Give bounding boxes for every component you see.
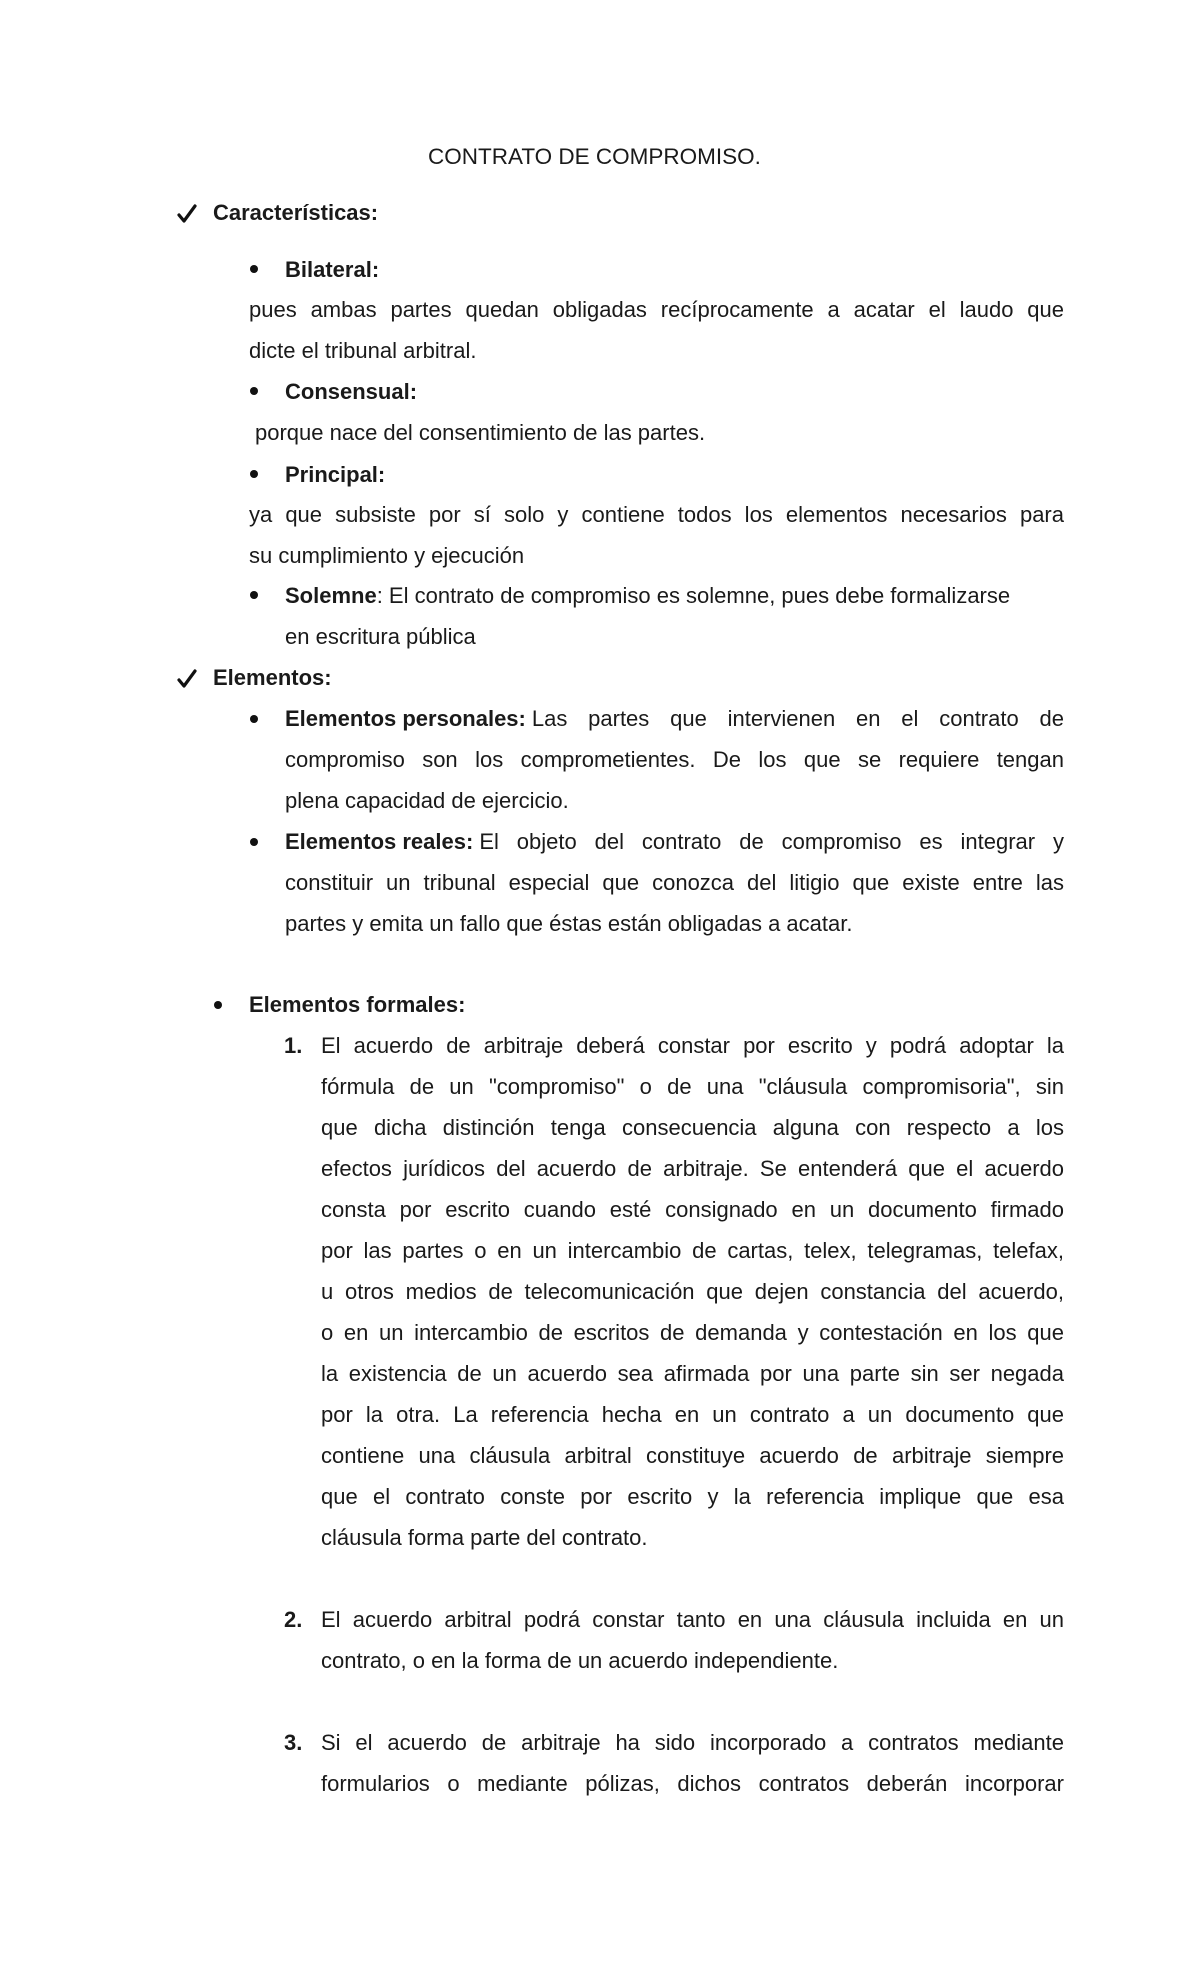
item-personales-line1 — [285, 704, 1064, 734]
paragraph-line: u otros medios de telecomunicación que dejen constancia del acuerdo, — [321, 1279, 1064, 1304]
paragraph-line: que el contrato conste por escrito y la referencia implique que esa — [321, 1484, 1064, 1509]
section-heading-caracteristicas: Características: — [213, 200, 379, 225]
bullet-icon — [250, 265, 258, 273]
paragraph-line: fórmula de un "compromiso" o de una "cláusula compromisoria", sin — [321, 1074, 1064, 1099]
document-title: CONTRATO DE COMPROMISO. — [428, 144, 761, 169]
paragraph-line: la existencia de un acuerdo sea afirmada por una parte sin ser negada — [321, 1361, 1064, 1386]
item-label-reales: Elementos reales: — [285, 829, 474, 854]
list-number: 3. — [284, 1730, 303, 1755]
item-text-reales: El objeto del contrato de compromiso es integrar y — [479, 829, 1064, 854]
paragraph-line: por la otra. La referencia hecha en un contrato a un documento que — [321, 1402, 1064, 1427]
checkmark-icon — [176, 198, 198, 228]
item-label-formales: Elementos formales: — [249, 992, 466, 1017]
section-heading-elementos: Elementos: — [213, 665, 332, 690]
paragraph-line: formularios o mediante pólizas, dichos contratos deberán incorporar — [321, 1771, 1064, 1796]
item-reales-line1 — [285, 827, 1064, 857]
item-label-consensual: Consensual: — [285, 379, 418, 404]
paragraph-line: efectos jurídicos del acuerdo de arbitraje. Se entenderá que el acuerdo — [321, 1156, 1064, 1181]
list-number: 2. — [284, 1607, 303, 1632]
bullet-icon — [250, 470, 258, 478]
item-text-personales: Las partes que intervienen en el contrato de — [531, 706, 1064, 731]
paragraph-line: plena capacidad de ejercicio. — [285, 788, 569, 813]
paragraph-line: pues ambas partes quedan obligadas recíprocamente a acatar el laudo que — [249, 297, 1064, 322]
paragraph-line: porque nace del consentimiento de las partes. — [255, 420, 706, 445]
paragraph-line: que dicha distinción tenga consecuencia alguna con respecto a los — [321, 1115, 1064, 1140]
paragraph-line: en escritura pública — [285, 624, 476, 649]
bullet-icon — [250, 387, 258, 395]
paragraph-line: constituir un tribunal especial que conozca del litigio que existe entre las — [285, 870, 1064, 895]
bullet-icon — [250, 838, 258, 846]
paragraph-line: consta por escrito cuando esté consignado en un documento firmado — [321, 1197, 1064, 1222]
item-solemne-line1 — [285, 581, 1064, 611]
item-label-personales: Elementos personales: — [285, 706, 526, 731]
paragraph-line: su cumplimiento y ejecución — [249, 543, 525, 568]
bullet-icon — [250, 591, 258, 599]
paragraph-line: ya que subsiste por sí solo y contiene todos los elementos necesarios para — [249, 502, 1064, 527]
paragraph-line: dicte el tribunal arbitral. — [249, 338, 477, 363]
paragraph-line: por las partes o en un intercambio de cartas, telex, telegramas, telefax, — [321, 1238, 1064, 1263]
paragraph-line: El acuerdo de arbitraje deberá constar por escrito y podrá adoptar la — [321, 1033, 1064, 1058]
paragraph-line: Si el acuerdo de arbitraje ha sido incorporado a contratos mediante — [321, 1730, 1064, 1755]
paragraph-line: partes y emita un fallo que éstas están obligadas a acatar. — [285, 911, 853, 936]
item-label-principal: Principal: — [285, 462, 386, 487]
bullet-icon — [214, 1001, 222, 1009]
item-text-solemne: : El contrato de compromiso es solemne, pues debe formalizarse — [376, 583, 1011, 608]
paragraph-line: El acuerdo arbitral podrá constar tanto en una cláusula incluida en un — [321, 1607, 1064, 1632]
bullet-icon — [250, 715, 258, 723]
paragraph-line: o en un intercambio de escritos de demanda y contestación en los que — [321, 1320, 1064, 1345]
paragraph-line: contrato, o en la forma de un acuerdo independiente. — [321, 1648, 839, 1673]
list-number: 1. — [284, 1033, 303, 1058]
item-label-solemne: Solemne — [285, 583, 377, 608]
item-label-bilateral: Bilateral: — [285, 257, 380, 282]
paragraph-line: contiene una cláusula arbitral constituye acuerdo de arbitraje siempre — [321, 1443, 1064, 1468]
paragraph-line: compromiso son los comprometientes. De los que se requiere tengan — [285, 747, 1064, 772]
checkmark-icon — [176, 663, 198, 693]
paragraph-line: cláusula forma parte del contrato. — [321, 1525, 648, 1550]
